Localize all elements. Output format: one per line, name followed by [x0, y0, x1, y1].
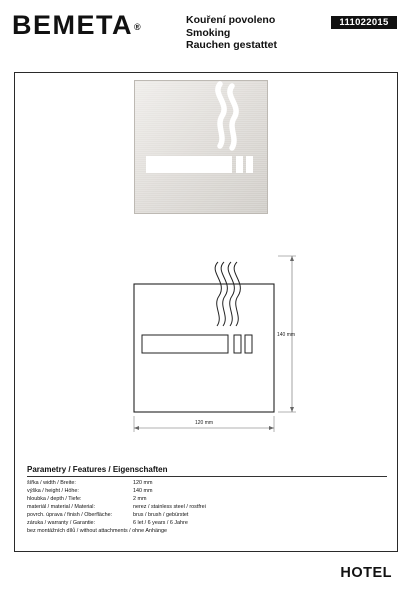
spec-label: materiál / material / Material: [27, 504, 96, 510]
features-list [27, 479, 387, 535]
filter-right-icon [246, 156, 253, 173]
spec-value: 6 let / 6 years / 6 Jahre [133, 520, 188, 526]
spec-label: hloubka / depth / Tiefe: [27, 496, 82, 502]
height-label: 140 mm [276, 332, 296, 338]
spec-value: brus / brush / gebürstet [133, 512, 189, 518]
technical-drawing [120, 250, 300, 440]
width-label: 120 mm [194, 420, 214, 426]
drawing-filter-right-icon [245, 335, 252, 353]
features-title: Parametry / Features / Eigenschaften [27, 465, 168, 474]
title-german: Rauchen gestattet [186, 39, 278, 51]
spec-row-height [27, 487, 387, 495]
spec-label: povrch. úprava / finish / Oberfläche: [27, 512, 113, 518]
title-czech: Kouření povoleno [186, 14, 276, 26]
drawing-smoke-left-icon [215, 262, 221, 326]
drawing-filter-left-icon [234, 335, 241, 353]
drawing-cigarette-icon [142, 335, 228, 353]
spec-label: záruka / warranty / Garantie: [27, 520, 96, 526]
filter-left-icon [236, 156, 243, 173]
spec-row-attachments [27, 527, 387, 535]
features-divider [27, 476, 387, 477]
brand-name: BEMETA [12, 10, 133, 40]
spec-row-depth [27, 495, 387, 503]
cigarette-icon [146, 156, 232, 173]
spec-value: nerez / stainless steel / rostfrei [133, 504, 206, 510]
brand-logo [12, 10, 142, 40]
spec-label: šířka / width / Breite: [27, 480, 76, 486]
spec-value: 2 mm [133, 496, 147, 502]
title-english: Smoking [186, 26, 231, 39]
drawing-outline [134, 284, 274, 412]
spec-row-material [27, 503, 387, 511]
spec-label: bez montážních dílů / without attachments / ohne Anhänge [27, 528, 167, 534]
sign-photo [134, 80, 268, 214]
spec-label: výška / height / Höhe: [27, 488, 79, 494]
spec-row-warranty [27, 519, 387, 527]
spec-row-finish [27, 511, 387, 519]
category-label: HOTEL [340, 565, 392, 581]
spec-value: 140 mm [133, 488, 153, 494]
drawing-smoke-right-icon [228, 262, 234, 326]
spec-value: 120 mm [133, 480, 153, 486]
product-titles [186, 14, 277, 52]
product-code-badge: 111022015 [331, 16, 397, 29]
spec-row-width [27, 479, 387, 487]
registered-mark: ® [134, 22, 143, 32]
